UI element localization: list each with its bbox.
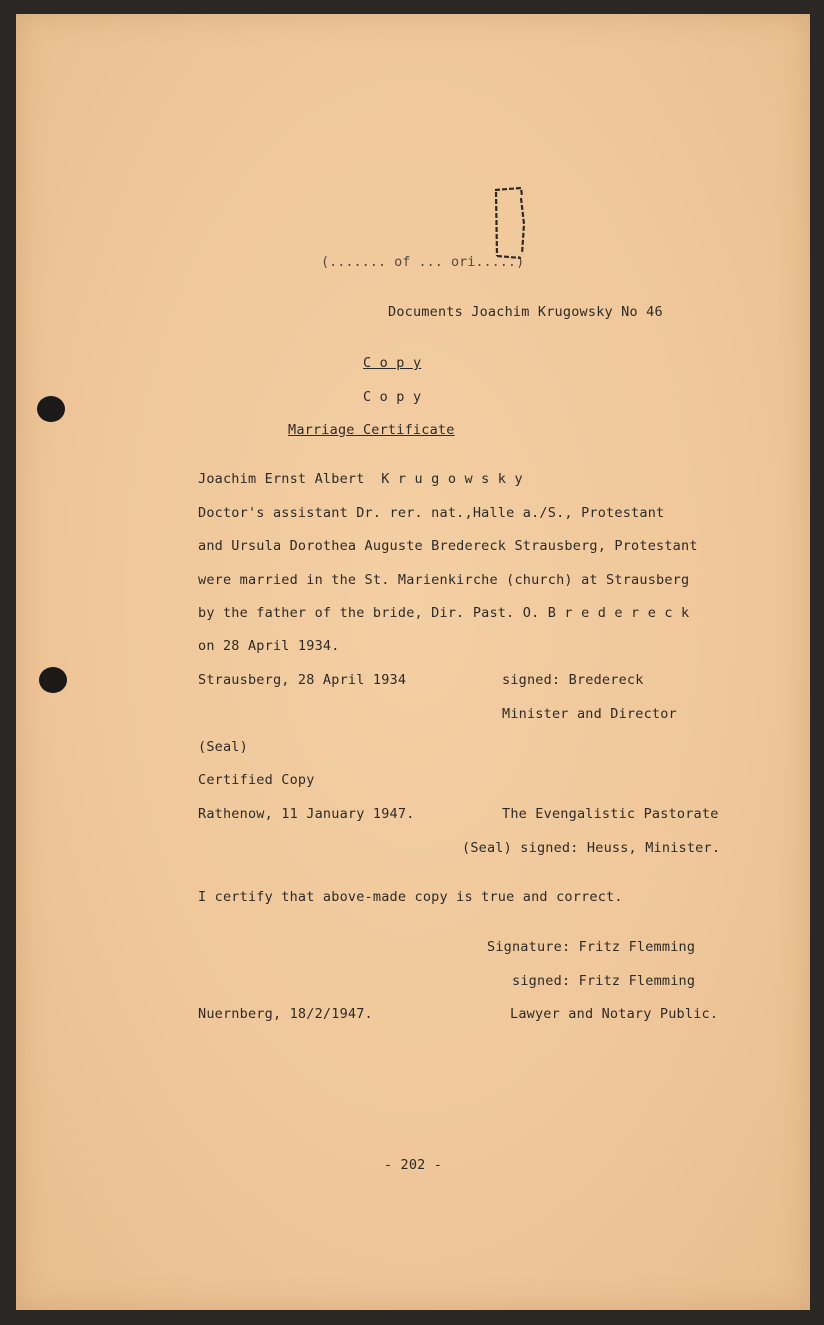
signature-line: Signature: Fritz Flemming — [487, 939, 696, 955]
minister-title: Minister and Director — [502, 706, 677, 722]
punch-hole-top — [37, 396, 65, 422]
place-date-1: Strausberg, 28 April 1934 — [198, 672, 407, 688]
document-page — [16, 14, 810, 1310]
signed-heuss: (Seal) signed: Heuss, Minister. — [462, 840, 721, 856]
body-line: on 28 April 1934. — [198, 638, 340, 654]
signed-flemming: signed: Fritz Flemming — [512, 973, 696, 989]
notary-title: Lawyer and Notary Public. — [510, 1006, 719, 1022]
stamp-mark-icon — [491, 184, 527, 264]
place-date-3: Nuernberg, 18/2/1947. — [198, 1006, 373, 1022]
body-line: Doctor's assistant Dr. rer. nat.,Halle a./S., Protestant — [198, 505, 665, 521]
signed-bredereck: signed: Bredereck — [502, 672, 644, 688]
body-line: by the father of the bride, Dir. Past. O. B r e d e r e c k — [198, 605, 690, 621]
certified-copy-label: Certified Copy — [198, 772, 315, 788]
body-line: and Ursula Dorothea Auguste Bredereck Strausberg, Protestant — [198, 538, 698, 554]
header-smudge: (....... of ... ori.....) — [321, 254, 525, 270]
copy-heading-1: C o p y — [363, 355, 422, 371]
body-line: were married in the St. Marienkirche (church) at Strausberg — [198, 572, 690, 588]
certification-statement: I certify that above-made copy is true and correct. — [198, 889, 623, 905]
body-line: Joachim Ernst Albert K r u g o w s k y — [198, 471, 523, 487]
copy-heading-2: C o p y — [363, 389, 422, 405]
place-date-2: Rathenow, 11 January 1947. — [198, 806, 415, 822]
seal-label: (Seal) — [198, 739, 248, 755]
page-number: - 202 - — [383, 1157, 443, 1173]
certificate-title: Marriage Certificate — [288, 422, 455, 438]
document-reference: Documents Joachim Krugowsky No 46 — [388, 304, 663, 320]
punch-hole-bottom — [39, 667, 67, 693]
pastorate-label: The Evengalistic Pastorate — [502, 806, 719, 822]
